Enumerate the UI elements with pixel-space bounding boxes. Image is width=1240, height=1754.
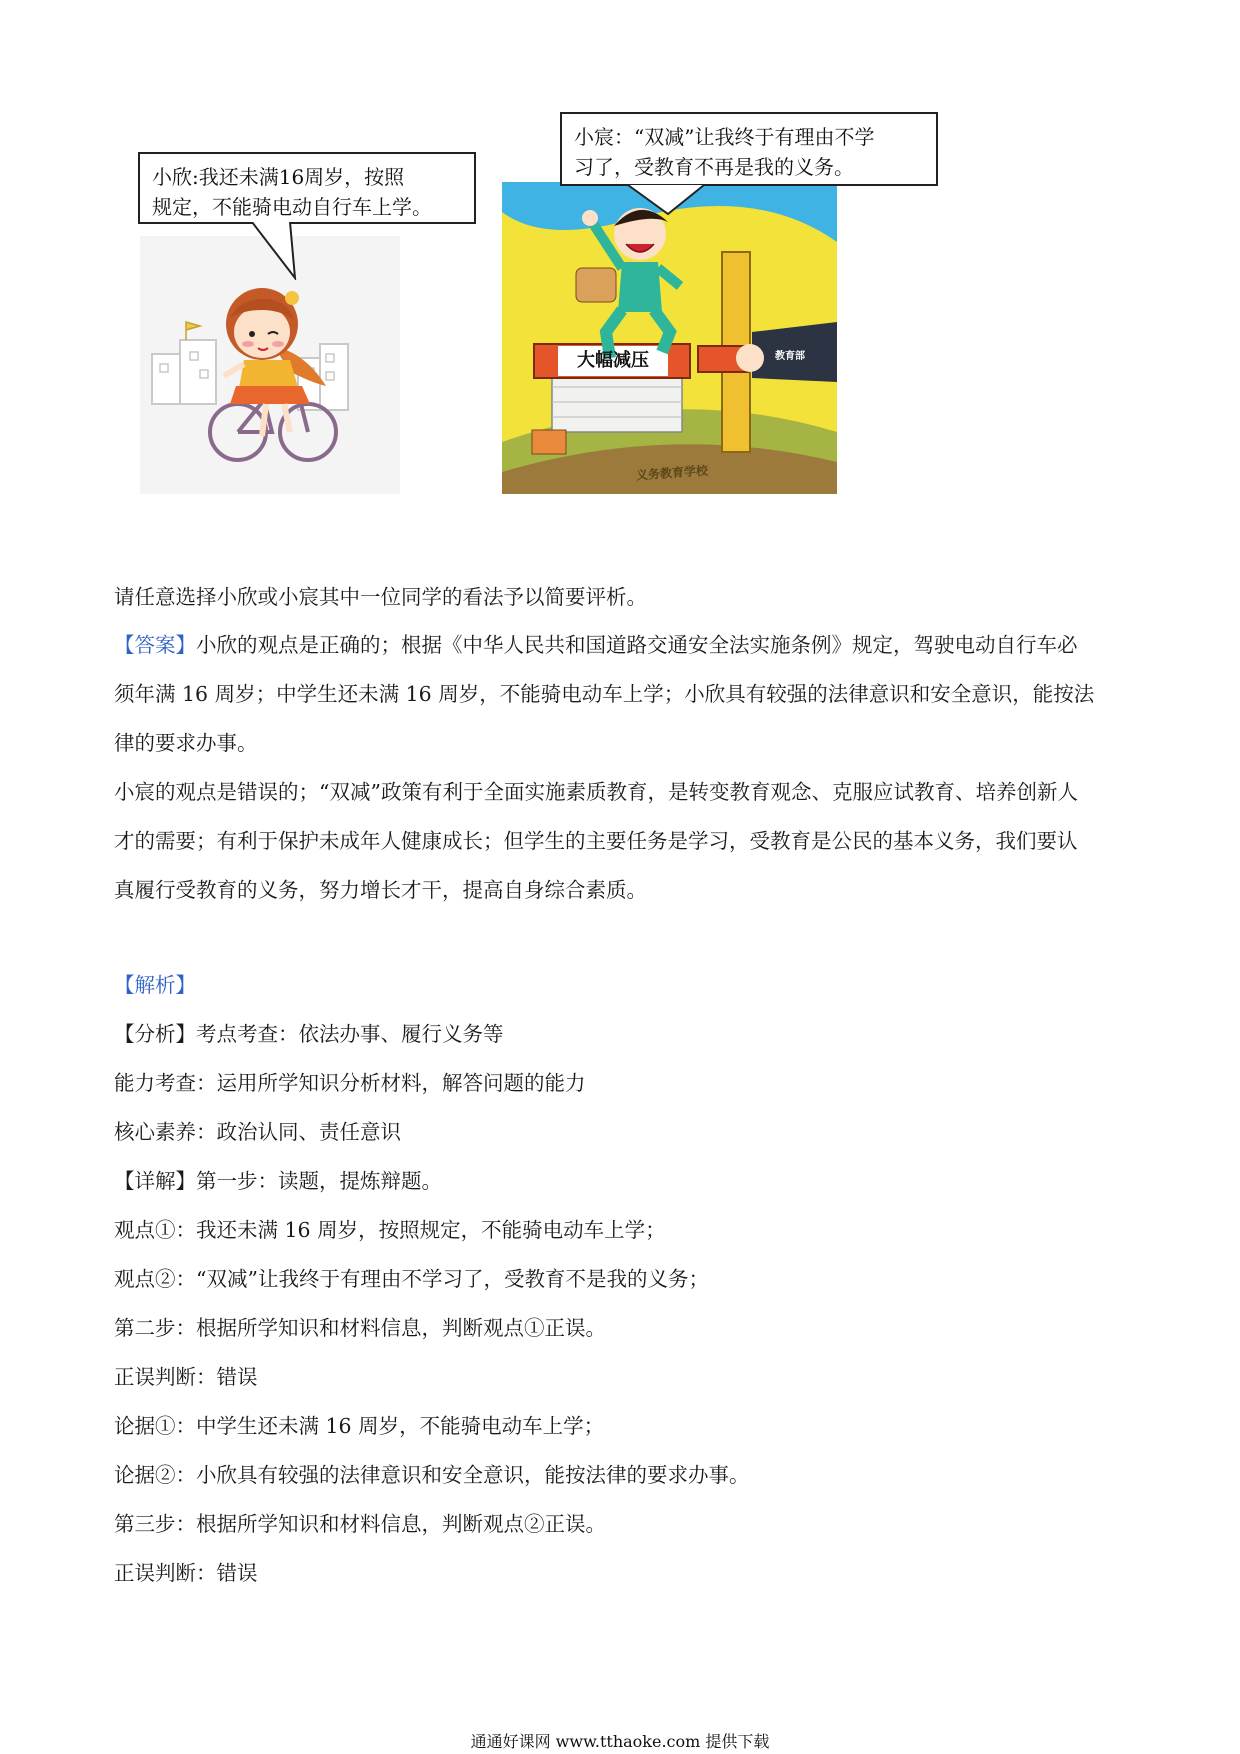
answer-line: 小宸的观点是错误的；“双减”政策有利于全面实施素质教育，是转变教育观念、克服应试教育、培养创新人 xyxy=(114,780,1078,804)
analysis-line: 第三步：根据所学知识和材料信息，判断观点②正误。 xyxy=(114,1512,606,1536)
page-footer: 通通好课网 www.tthaoke.com 提供下载 xyxy=(470,1732,770,1751)
analysis-tag: 【解析】 xyxy=(114,973,196,997)
bubble-tail-right xyxy=(628,184,708,218)
analysis-line: 能力考查：运用所学知识分析材料，解答问题的能力 xyxy=(114,1071,586,1095)
analysis-line: 正误判断：错误 xyxy=(114,1561,258,1585)
sleeve-label: 教育部 xyxy=(775,351,805,362)
answer-line: 小欣的观点是正确的；根据《中华人民共和国道路交通安全法实施条例》规定，驾驶电动自行车必 xyxy=(196,633,1078,657)
question-block xyxy=(114,580,1128,610)
answer-line: 才的需要；有利于保护未成年人健康成长；但学生的主要任务是学习，受教育是公民的基本义务，我们要认 xyxy=(114,829,1078,853)
analysis-line: 观点①：我还未满 16 周岁，按照规定，不能骑电动车上学； xyxy=(114,1218,666,1242)
boy-jumping-illustration xyxy=(502,182,837,494)
answer-line: 真履行受教育的义务，努力增长才干，提高自身综合素质。 xyxy=(114,878,647,902)
bubble-line: 习了，受教育不再是我的义务。 xyxy=(574,155,854,179)
question-text: 请任意选择小欣或小宸其中一位同学的看法予以简要评析。 xyxy=(114,585,647,609)
analysis-line: 第二步：根据所学知识和材料信息，判断观点①正误。 xyxy=(114,1316,606,1340)
boy-jumping-drawing xyxy=(502,182,837,494)
analysis-line: 正误判断：错误 xyxy=(114,1365,258,1389)
analysis-line: 核心素养：政治认同、责任意识 xyxy=(114,1120,401,1144)
bubble-line: 规定，不能骑电动自行车上学。 xyxy=(152,195,432,219)
analysis-block xyxy=(114,968,1128,1588)
analysis-line: 【详解】第一步：读题，提炼辩题。 xyxy=(114,1169,442,1193)
ground-label: 义务教育学校 xyxy=(635,463,709,483)
analysis-line: 【分析】考点考查：依法办事、履行义务等 xyxy=(114,1022,504,1046)
bubble-line: 小欣:我还未满16周岁，按照 xyxy=(152,165,405,189)
answer-tag: 【答案】 xyxy=(114,633,196,657)
analysis-line: 论据①：中学生还未满 16 周岁，不能骑电动车上学； xyxy=(114,1414,605,1438)
analysis-line: 论据②：小欣具有较强的法律意识和安全意识，能按法律的要求办事。 xyxy=(114,1463,750,1487)
bubble-line: 小宸：“双减”让我终于有理由不学 xyxy=(574,125,875,149)
answer-block xyxy=(114,628,1128,902)
speech-bubble-xiaoxin xyxy=(138,152,476,224)
sign-label: 大幅减压 xyxy=(577,350,649,371)
answer-line: 律的要求办事。 xyxy=(114,731,258,755)
bubble-tail-left xyxy=(250,222,310,280)
answer-line: 须年满 16 周岁；中学生还未满 16 周岁，不能骑电动车上学；小欣具有较强的法律意识和安全意识，能按法 xyxy=(114,682,1095,706)
analysis-line: 观点②：“双减”让我终于有理由不学习了，受教育不是我的义务； xyxy=(114,1267,709,1291)
speech-bubble-xiaochen xyxy=(560,112,938,186)
